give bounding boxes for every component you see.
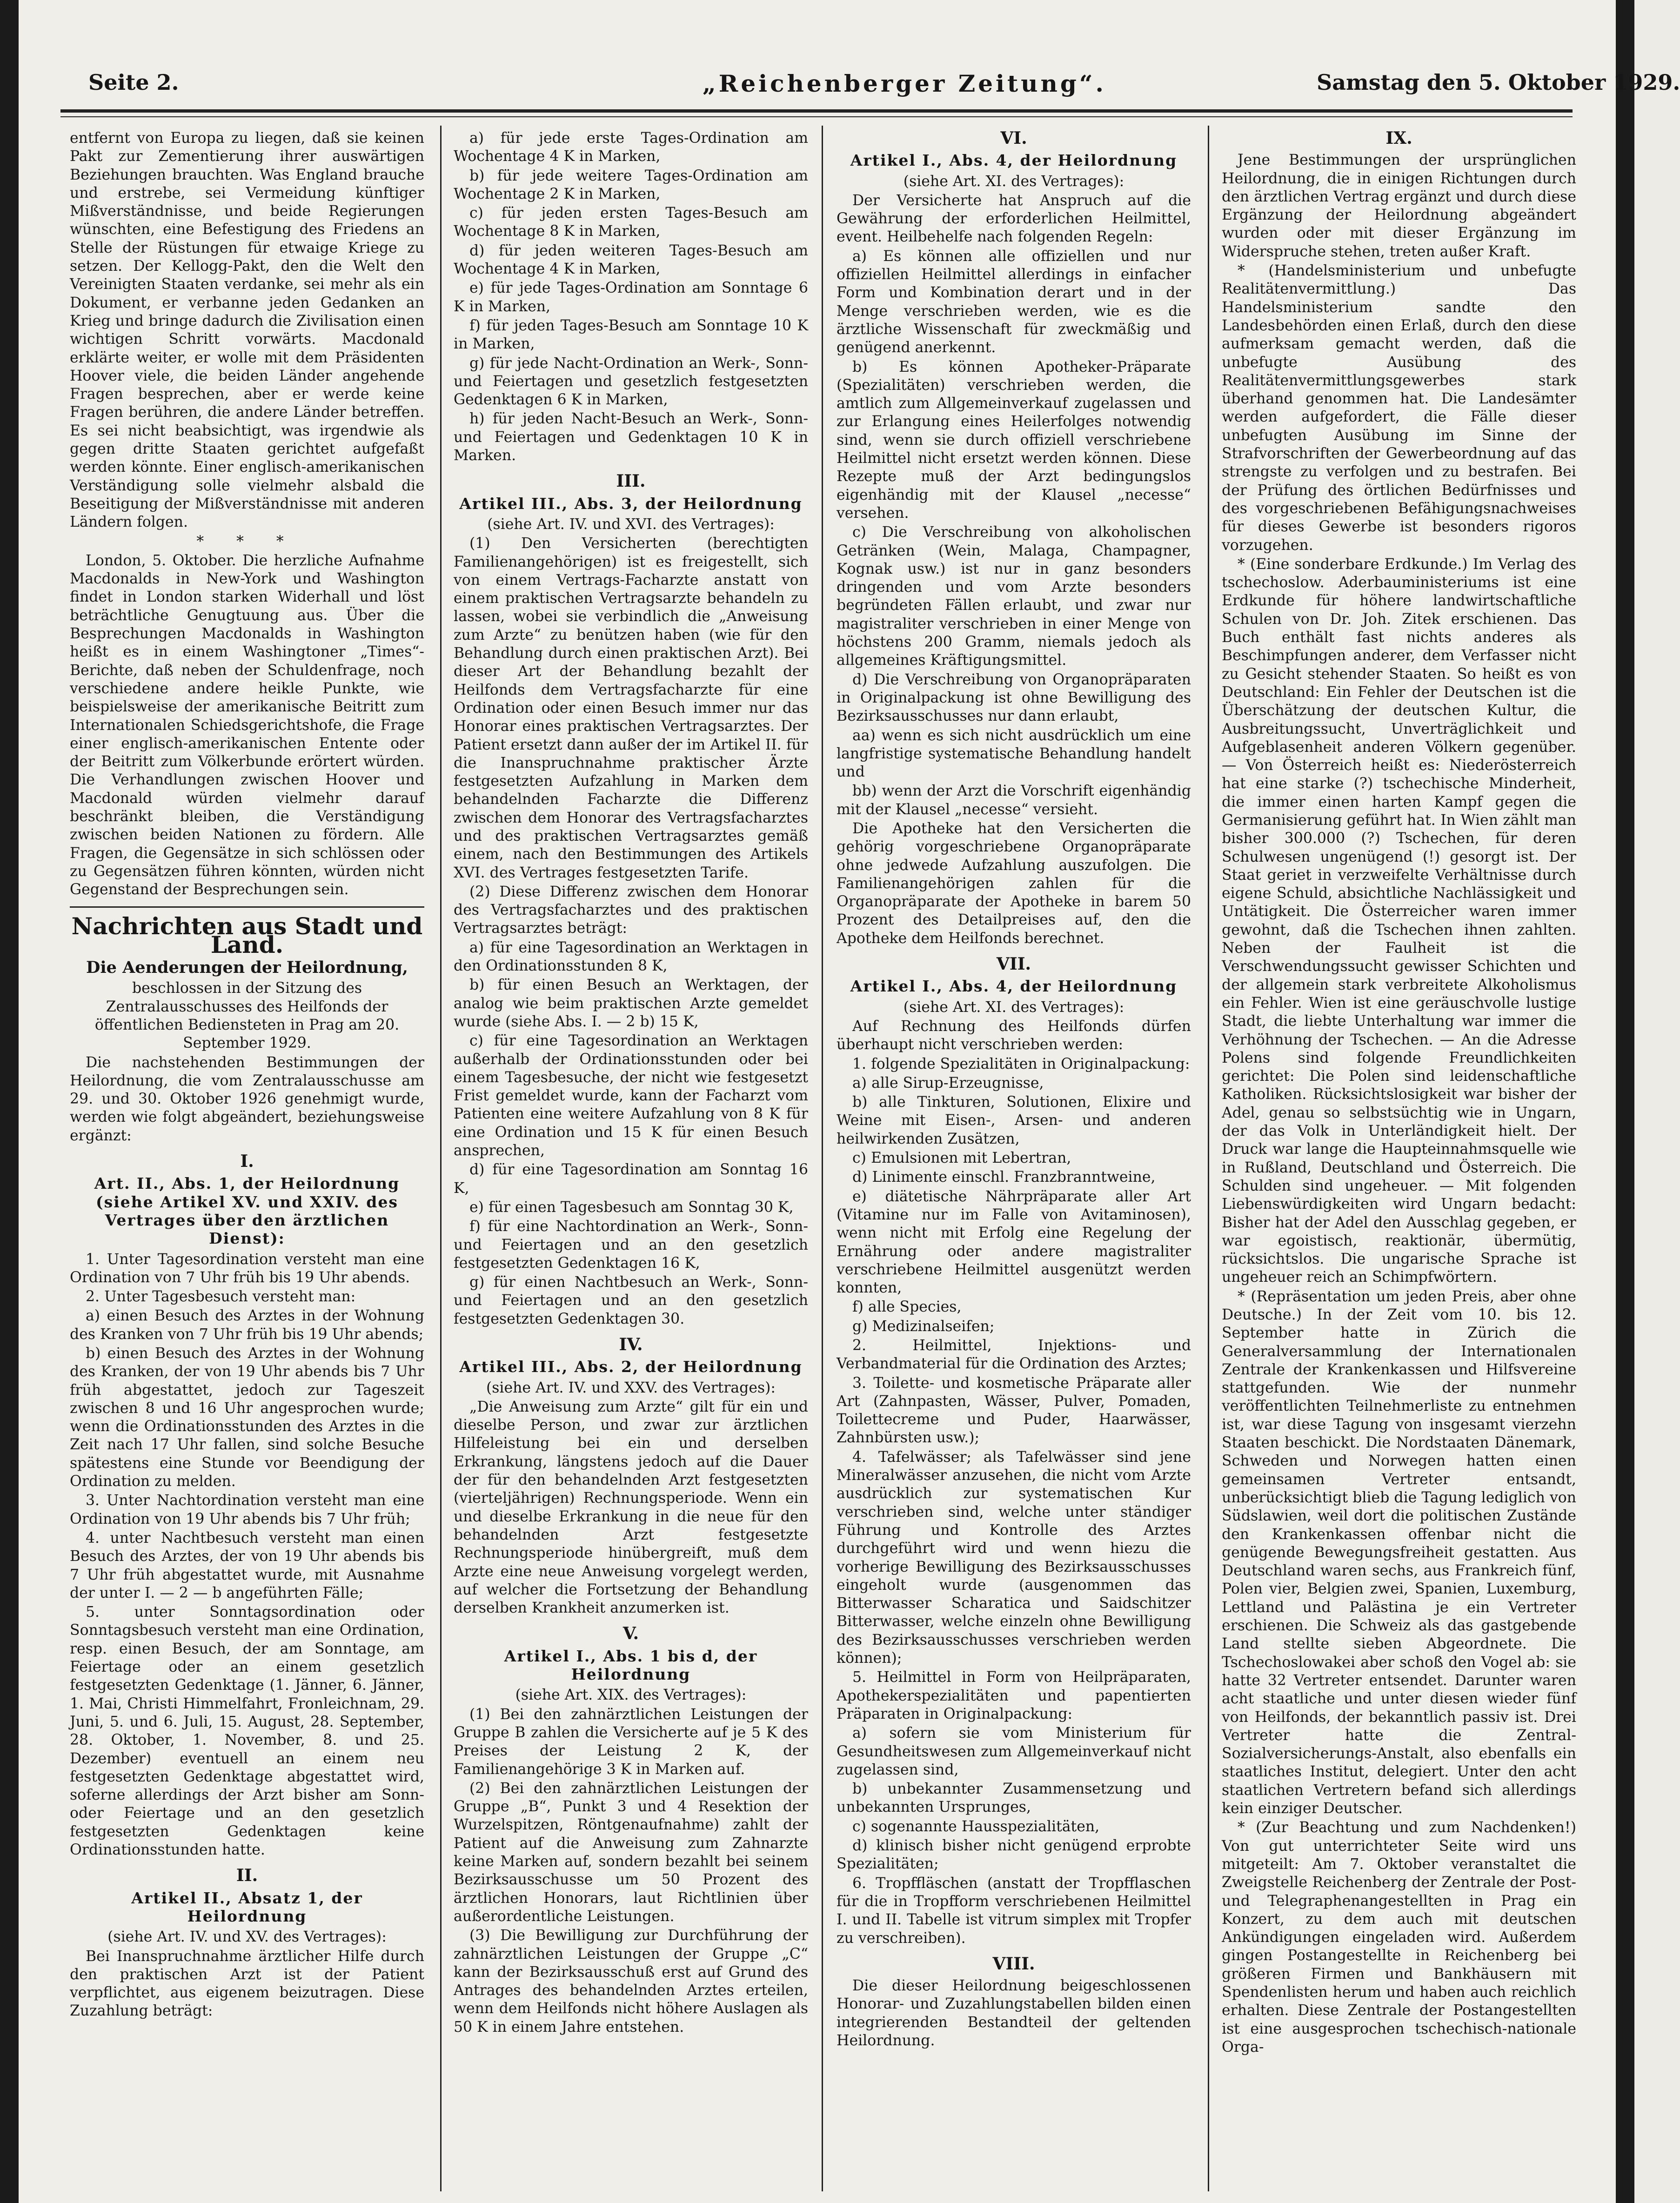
section-number: VI. bbox=[1000, 128, 1027, 148]
paragraph: Die Apotheke hat den Versicherten die gehörig vorgeschriebene Organopräparate ohne jedwede Aufzahlung auszufolgen. Die Familienangehörigen zahlen für die Organopräparate der Apotheke in barem 50 Prozent des Detailpreises auf, den die Apotheke dem Heilfonds berechnet. bbox=[837, 820, 1191, 947]
column-3 bbox=[837, 129, 1191, 2190]
paragraph: a) einen Besuch des Arztes in der Wohnung des Kranken von 7 Uhr früh bis 19 Uhr abends; bbox=[70, 1307, 424, 1343]
paragraph: c) für eine Tagesordination an Werktagen außerhalb der Ordinationsstunden oder bei einem Tagesbesuche, der nicht wie festgesetzt Frist gemeldet wurde, kann der Facharzt vom Patienten eine weitere Aufzahlung von 8 K für eine Ordination und 15 K für einen Besuch ansprechen, bbox=[454, 1032, 808, 1159]
page-header bbox=[70, 70, 1680, 107]
page-number: Seite 2. bbox=[88, 70, 179, 95]
paragraph: e) für jede Tages-Ordination am Sonntage 6 K in Marken, bbox=[454, 280, 808, 315]
scan-edge-right bbox=[1616, 0, 1634, 2203]
paragraph: (siehe Art. IV. und XXV. des Vertrages): bbox=[486, 1379, 776, 1396]
news-item: * (Eine sonderbare Erdkunde.) Im Verlag des tschechoslow. Aderbauministeriums ist eine Erdkunde für höhere landwirtschaftliche Schulen von Dr. Joh. Zitek erschienen. Das Buch enthält fast nichts anderes als Beschimpfungen anderer, dem Verfasser nicht zu Gesicht stehender Staaten. So heißt es von Deutschland: Ein Fehler der Deutschen ist die Überschätzung der deutschen Kultur, die Ausbreitungssucht, Unverträglichkeit und Aufgeblasenheit anderen Völkern gegenüber. — Von Österreich heißt es: Niederösterreich hat eine starke (?) tschechische Minderheit, die immer einen harten Kampf gegen die Germanisierung geführt hat. In Wien zählt man bisher 300.000 (?) Tschechen, für deren Schulwesen ungenügend (!) gesorgt ist. Der Staat geriet in verzweifelte Verhältnisse durch eigene Schuld, absichtliche Nachlässigkeit und Untätigkeit. Die Österreicher waren immer gewohnt, daß die Tschechen ihnen zahlten. Neben der Faulheit ist die Verschwendungssucht gewisser Schichten und der allgemein stark verbreitete Alkoholismus ein Fehler. Wien ist eine geräuschvolle lustige Stadt, die liebte Unterhaltung war immer die Verhöhnung der Tschechen. — An die Adresse Polens sind folgende Freundlichkeiten gerichtet: Die Polen sind leidenschaftliche Katholiken. Rücksichtslosigkeit war bisher der Adel, genau so selbstsüchtig wie in Ungarn, der das Volk in Unterländigkeit hielt. Der Druck war lange die Haupteinnahmsquelle wie in Rußland, Deutschland und Österreich. Die Schulden sind ungeheuer. — Mit folgenden Liebenswürdigkeiten wird Ungarn bedacht: Bisher hat der Adel den Ausschlag gegeben, er war egoistisch, reaktionär, übermütig, rücksichtslos. Die ungarische Sprache ist ungeheuer reich an Schimpfwörtern. bbox=[1222, 556, 1576, 1286]
paragraph: a) alle Sirup-Erzeugnisse, bbox=[852, 1074, 1044, 1091]
paragraph: a) für eine Tagesordination an Werktagen in den Ordinationsstunden 8 K, bbox=[454, 939, 808, 975]
paragraph: London, 5. Oktober. Die herzliche Aufnahme Macdonalds in New-York und Washington findet in London starken Widerhall und löst beträchtliche Genugtuung aus. Über die Besprechungen Macdonalds in Washington heißt es in einem Washingtoner „Times“-Berichte, daß neben der Schuldenfrage, noch verschiedene andere heikle Punkte, wie beispielsweise der amerikanische Beitritt zum Internationalen Schiedsgerichtshofe, die Frage einer englisch-amerikanischen Entente oder der Beitritt zum Völkerbunde erörtert würden. Die Verhandlungen zwischen Hoover und Macdonald würden vielmehr darauf beschränkt bleiben, die Verständigung zwischen beiden Nationen zu fördern. Alle Fragen, die Gegensätze in sich schlössen oder zu Gegensätzen führen könnten, würden nicht Gegenstand der Besprechungen sein. bbox=[70, 552, 424, 898]
paragraph: g) Medizinalseifen; bbox=[852, 1318, 995, 1335]
paragraph: g) für jede Nacht-Ordination an Werk-, Sonn- und Feiertagen und gesetzlich festgesetzten Gedenktagen 6 K in Marken, bbox=[454, 355, 808, 408]
section-rule bbox=[70, 906, 424, 908]
paragraph: a) für jede erste Tages-Ordination am Wochentage 4 K in Marken, bbox=[454, 130, 808, 165]
paragraph: b) Es können Apotheker-Präparate (Spezialitäten) verschrieben werden, die amtlich zum Allgemeinverkauf zugelassen und zur Erlangung eines Heilerfolges notwendig sind, wenn sie durch offiziell verschriebene Heilmittel nicht ersetzt werden können. Diese Rezepte muß der Arzt bedingungslos eigenhändig mit der Klausel „necesse“ versehen. bbox=[837, 358, 1191, 522]
paragraph: e) diätetische Nährpräparate aller Art (Vitamine nur im Falle von Avitaminosen), wenn nicht mit Erfolg eine Regelung der Ernährung oder andere magistraliter verschriebene Heilmittel ausgenützt werden konnten, bbox=[837, 1188, 1191, 1297]
paragraph: (2) Diese Differenz zwischen dem Honorar des Vertragsfacharztes und des praktischen Vertragsarztes beträgt: bbox=[454, 883, 808, 937]
paragraph: a) sofern sie vom Ministerium für Gesundheitswesen zum Allgemeinverkauf nicht zugelassen sind, bbox=[837, 1725, 1191, 1778]
section-number: I. bbox=[240, 1152, 254, 1172]
paragraph: Bei Inanspruchnahme ärztlicher Hilfe durch den praktischen Arzt ist der Patient verpflichtet, aus eigenem beizutragen. Diese Zuzahlung beträgt: bbox=[70, 1948, 424, 2020]
paragraph: b) unbekannter Zusammensetzung und unbekannten Ursprunges, bbox=[837, 1781, 1191, 1816]
column-divider bbox=[1208, 126, 1209, 2191]
paragraph: (siehe Art. XI. des Vertrages): bbox=[903, 998, 1124, 1016]
paragraph: b) für einen Besuch an Werktagen, der analog wie beim praktischen Arzte gemeldet wurde (siehe Abs. I. — 2 b) 15 K, bbox=[454, 977, 808, 1030]
article-reference: Artikel III., Abs. 3, der Heilordnung bbox=[459, 494, 803, 513]
paragraph: d) Die Verschreibung von Organopräparaten in Originalpackung ist ohne Bewilligung des Bezirksausschusses nur dann erlaubt, bbox=[837, 671, 1191, 725]
paragraph: 3. Toilette- und kosmetische Präparate aller Art (Zahnpasten, Wässer, Pulver, Pomaden, Toilettecreme und Puder, Haarwässer, Zahnbürsten usw.); bbox=[837, 1374, 1191, 1446]
paragraph: aa) wenn es sich nicht ausdrücklich um eine langfristige systematische Behandlung handelt und bbox=[837, 727, 1191, 781]
masthead-title: „Reichenberger Zeitung“. bbox=[703, 70, 1106, 97]
paragraph: 5. Heilmittel in Form von Heilpräparaten, Apothekerspezialitäten und papentierten Präparaten in Originalpackung: bbox=[837, 1669, 1191, 1722]
paragraph: 5. unter Sonntagsordination oder Sonntagsbesuch versteht man eine Ordination, resp. einen Besuch, der am Sonntage, am Feiertage oder an einem gesetzlich festgesetzten Gedenktage (1. Jänner, 6. Jänner, 1. Mai, Christi Himmelfahrt, Fronleichnam, 29. Juni, 5. und 6. Juli, 15. August, 28. September, 28. Oktober, 1. November, 8. und 25. Dezember) eventuell an einem neu festgesetzten Gedenktage abgestattet wird, soferne allerdings der Arzt bisher am Sonn- oder Feiertage und an den gesetzlich festgesetzten Gedenktagen keine Ordinationsstunden hatte. bbox=[70, 1604, 424, 1859]
paragraph: c) Die Verschreibung von alkoholischen Getränken (Wein, Malaga, Champagner, Kognak usw.) ist nur in ganz besonders dringenden und vom Arzte besonders begründeten Fällen erlaubt, und zwar nur magistraliter verschrieben in einer Menge von höchstens 200 Gramm, niemals jedoch als allgemeines Kräftigungsmittel. bbox=[837, 524, 1191, 669]
column-2 bbox=[454, 129, 808, 2190]
paragraph: (siehe Art. XIX. des Vertrages): bbox=[515, 1687, 747, 1704]
paragraph: 4. Tafelwässer; als Tafelwässer sind jene Mineralwässer anzusehen, die nicht vom Arzte ausdrücklich zur systematischen Kur verschrieben sind, welche unter ständiger Führung und Kontrolle des Arztes durchgeführt wird und wenn hiezu die vorherige Bewilligung des Bezirksausschusses eingeholt wurde (ausgenommen das Bitterwasser Scharatica und Saidschitzer Bitterwasser, welche einzeln ohne Bewilligung des Bezirksausschusses verschrieben werden können); bbox=[837, 1448, 1191, 1667]
section-stars: * * * bbox=[196, 533, 298, 550]
article-subtitle: beschlossen in der Sitzung des Zentralausschusses des Heilfonds der öffentlichen Bediensteten in Prag am 20. September 1929. bbox=[94, 980, 400, 1052]
news-item: * (Zur Beachtung und zum Nachdenken!) Von gut unterrichteter Seite wird uns mitgeteilt: Am 7. Oktober veranstaltet die Zweigstelle Reichenberg der Zentrale der Post- und Telegraphenangestellten in Prag ein Konzert, zu dem auch mit deutschen Ankündigungen eingeladen wird. Außerdem gingen Postangestellte in Reichenberg bei größeren Firmen und Bankhäusern mit Spendenlisten herum und haben auch reichlich erhalten. Diese Zentrale der Postangestellten ist eine ausgesprochen tschechisch-nationale Orga- bbox=[1222, 1819, 1576, 2056]
column-divider bbox=[822, 126, 823, 2191]
paragraph: 3. Unter Nachtordination versteht man eine Ordination von 19 Uhr abends bis 7 Uhr früh; bbox=[70, 1492, 424, 1527]
article-reference: Artikel III., Abs. 2, der Heilordnung bbox=[459, 1358, 803, 1376]
paragraph: Jene Bestimmungen der ursprünglichen Heilordnung, die in einigen Richtungen durch den ärztlichen Vertrag ergänzt und durch diese Ergänzung der Heilordnung abgeändert wurden oder mit dieser Ergänzung im Widerspruche stehen, treten außer Kraft. bbox=[1222, 152, 1576, 260]
paragraph: d) klinisch bisher nicht genügend erprobte Spezialitäten; bbox=[837, 1837, 1191, 1873]
paragraph: 2. Unter Tagesbesuch versteht man: bbox=[86, 1288, 356, 1306]
paragraph: c) Emulsionen mit Lebertran, bbox=[852, 1150, 1071, 1167]
paragraph: (1) Bei den zahnärztlichen Leistungen der Gruppe B zahlen die Versicherte auf je 5 K des Preises der Leistung 2 K, der Familienangehörige 3 K in Marken auf. bbox=[454, 1706, 808, 1778]
paragraph: (1) Den Versicherten (berechtigten Familienangehörigen) ist es freigestellt, sich von einem Vertrags-Facharzte anstatt von einem praktischen Vertragsarzte behandeln zu lassen, wobei sie verbindlich die „Anweisung zum Arzte“ zu benützen haben (wie für den Behandlung durch einen praktischen Arzt). Bei dieser Art der Behandlung bezahlt der Heilfonds dem Vertragsfacharzte für eine Ordination oder einen Besuch immer nur das Honorar eines praktischen Vertragsarztes. Der Patient ersetzt dann außer der im Artikel II. für die Inanspruchnahme praktischer Ärzte festgesetzten Aufzahlung in Marken dem behandelnden Facharzte die Differenz zwischen dem Honorar des Vertragsfacharztes und des praktischen Vertragsarztes gemäß einem, nach den Bestimmungen des Artikels XVI. des Vertrages festgesetzten Tarife. bbox=[454, 535, 808, 881]
paragraph: Die nachstehenden Bestimmungen der Heilordnung, die vom Zentralausschusse am 29. und 30. Oktober 1926 genehmigt wurde, werden wie folgt abgeändert, beziehungsweise ergänzt: bbox=[70, 1054, 424, 1144]
paragraph: 1. Unter Tagesordination versteht man eine Ordination von 7 Uhr früh bis 19 Uhr abends. bbox=[70, 1251, 424, 1286]
paragraph: f) alle Species, bbox=[852, 1299, 962, 1316]
section-number: II. bbox=[236, 1866, 258, 1886]
column-divider bbox=[440, 126, 442, 2191]
header-rule bbox=[60, 109, 1573, 113]
paragraph: (3) Die Bewilligung zur Durchführung der zahnärztlichen Leistungen der Gruppe „C“ kann der Bezirksausschuß erst auf Grund des Antrages des behandelnden Arztes erteilen, wenn dem Heilfonds nicht höhere Auslagen als 50 K in einem Jahre entstehen. bbox=[454, 1927, 808, 2036]
news-item: * (Repräsentation um jeden Preis, aber ohne Deutsche.) In der Zeit vom 10. bis 12. September hatte in Zürich die Generalversammlung der Internationalen Zentrale der Krankenkassen und Hilfsvereine stattgefunden. Wie der nunmehr veröffentlichten Teilnehmerliste zu entnehmen ist, war diese Tagung von insgesamt vierzehn Staaten beschickt. Die Nordstaaten Dänemark, Schweden und Norwegen hatten einen gemeinsamen Vertreter entsandt, unberücksichtigt blieb die Tagung lediglich von Südslawien, weil dort die politischen Zustände den Krankenkassen offenbar nicht die genügende Bewegungsfreiheit gestatten. Aus Deutschland waren sechs, aus Frankreich fünf, Polen vier, Belgien zwei, Spanien, Luxemburg, Lettland und Palästina je ein Vertreter erschienen. Die Schweiz als das gastgebende Land stellte sieben Abgeordnete. Die Tschechoslowakei aber schoß den Vogel ab: sie hatte 32 Vertreter entsendet. Darunter waren acht staatliche und unter diesen wieder fünf von Heilfonds, der bekanntlich passiv ist. Drei Vertreter hatte die Zentral-Sozialversicherungs-Anstalt, also ebenfalls ein staatliches Institut, delegiert. Unter den acht staatlichen Vertretern befand sich allerdings kein einziger Deutscher. bbox=[1222, 1288, 1576, 1817]
section-number: VII. bbox=[996, 954, 1031, 974]
paragraph: entfernt von Europa zu liegen, daß sie keinen Pakt zur Zementierung ihrer auswärtigen Beziehungen brauchten. Was England brauche und erstrebe, sei Vermeidung künftiger Mißverständnisse, und beide Regierungen wünschten, eine Befestigung des Friedens an Stelle der Rüstungen für etwaige Kriege zu setzen. Der Kellogg-Pakt, den die Welt den Vereinigten Staaten verdanke, sei mehr als ein Dokument, er verbanne jeden Gedanken an Krieg und bringe dadurch die Zivilisation einen wichtigen Schritt vorwärts. Macdonald erklärte weiter, er wolle mit dem Präsidenten Hoover viele, die beiden Länder angehende Fragen besprechen, aber er werde keine Fragen berühren, die andere Länder betreffen. Es sei nicht beabsichtigt, was irgendwie als gegen dritte Staaten gerichtet aufgefaßt werden könnte. Einer englisch-amerikanischen Verständigung solle vielmehr alsbald die Beseitigung der Mißverständnisse mit anderen Ländern folgen. bbox=[70, 130, 424, 531]
paragraph: (siehe Art. XI. des Vertrages): bbox=[903, 173, 1124, 190]
paragraph: b) für jede weitere Tages-Ordination am Wochentage 2 K in Marken, bbox=[454, 167, 808, 202]
article-reference: Art. II., Abs. 1, der Heilordnung (siehe Artikel XV. und XXIV. des Vertrages über den ärztlichen Dienst): bbox=[94, 1174, 400, 1248]
column-4 bbox=[1222, 129, 1576, 2190]
section-number: IX. bbox=[1385, 128, 1412, 148]
paragraph: (2) Bei den zahnärztlichen Leistungen der Gruppe „B“, Punkt 3 und 4 Resektion der Wurzelspitzen, Röntgenaufnahme) zahlt der Patient auf die Anweisung zum Zahnarzte keine Marken auf, sondern bezahlt bei seinem Bezirksausschusse um 50 Prozent des ärztlichen Honorars, laut Richtlinien über außerordentliche Leistungen. bbox=[454, 1780, 808, 1925]
article-reference: Artikel II., Absatz 1, der Heilordnung bbox=[131, 1888, 363, 1925]
article-title: Die Aenderungen der Heilordnung, bbox=[86, 958, 408, 978]
paragraph: d) für jeden weiteren Tages-Besuch am Wochentage 4 K in Marken, bbox=[454, 242, 808, 278]
paragraph: 1. folgende Spezialitäten in Originalpackung: bbox=[852, 1055, 1190, 1072]
paragraph: f) für jeden Tages-Besuch am Sonntage 10 K in Marken, bbox=[454, 317, 808, 353]
article-reference: Artikel I., Abs. 4, der Heilordnung bbox=[850, 151, 1178, 170]
paragraph: a) Es können alle offiziellen und nur offiziellen Heilmittel allerdings in einfacher Form und Kombination derart und in der Menge verschrieben werden, wie es die ärztliche Wissenschaft für zweckmäßig und genügend anerkennt. bbox=[837, 248, 1191, 356]
paragraph: Der Versicherte hat Anspruch auf die Gewährung der erforderlichen Heilmittel, event. Heilbehelfe nach folgenden Regeln: bbox=[837, 192, 1191, 246]
paragraph: Die dieser Heilordnung beigeschlossenen Honorar- und Zuzahlungstabellen bilden einen integrierenden Bestandteil der geltenden Heilordnung. bbox=[837, 1977, 1191, 2049]
news-item: * (Handelsministerium und unbefugte Realitätenvermittlung.) Das Handelsministerium sandte den Landesbehörden einen Erlaß, durch den diese aufmerksam gemacht werden, daß die unbefugte Ausübung des Realitätenvermittlungsgewerbes stark überhand genommen hat. Die Landesämter werden aufgefordert, die Fälle dieser unbefugten Ausübung im Sinne der Strafvorschriften der Gewerbeordnung auf das strengste zu verfolgen und zu bestrafen. Bei der Prüfung des örtlichen Bedürfnisses und des vorgeschriebenen Befähigungsnachweises für dieses Gewerbe ist besonders rigoros vorzugehen. bbox=[1222, 262, 1576, 554]
section-number: III. bbox=[616, 471, 646, 491]
article-reference: Artikel I., Abs. 1 bis d, der Heilordnung bbox=[504, 1647, 758, 1684]
paragraph: „Die Anweisung zum Arzte“ gilt für ein und dieselbe Person, und zwar zur ärztlichen Hilfeleistung bei ein und derselben Erkrankung, längstens jedoch auf die Dauer der für den behandelnden Arzt festgesetzten (vierteljährigen) Rechnungsperiode. Wenn ein und dieselbe Erkrankung in die neue für den behandelnden Arzt festgesetzte Rechnungsperiode hinübergreift, muß dem Arzte eine neue Anweisung vorgelegt werden, auf welcher die Fortsetzung der Behandlung derselben Krankheit anzumerken ist. bbox=[454, 1398, 808, 1617]
paragraph: 2. Heilmittel, Injektions- und Verbandmaterial für die Ordination des Arztes; bbox=[837, 1337, 1191, 1373]
paragraph: 6. Tropffläschen (anstatt der Tropfflaschen für die in Tropfform verschriebenen Heilmittel I. und II. Tabelle ist vitrum simplex mit Tropfer zu verschreiben). bbox=[837, 1875, 1191, 1947]
paragraph: d) für eine Tagesordination am Sonntag 16 K, bbox=[454, 1161, 808, 1197]
paragraph: Auf Rechnung des Heilfonds dürfen überhaupt nicht verschrieben werden: bbox=[837, 1018, 1191, 1053]
paragraph: f) für eine Nachtordination an Werk-, Sonn- und Feiertagen und an den gesetzlich festgesetzten Gedenktagen 16 K, bbox=[454, 1218, 808, 1272]
paragraph: 4. unter Nachtbesuch versteht man einen Besuch des Arztes, der von 19 Uhr abends bis 7 Uhr früh abgestattet wurde, mit Ausnahme der unter I. — 2 — b angeführten Fälle; bbox=[70, 1529, 424, 1601]
section-number: V. bbox=[622, 1624, 639, 1644]
scan-edge-left bbox=[0, 0, 19, 2203]
section-number: VIII. bbox=[992, 1954, 1035, 1974]
header-rule-thin bbox=[60, 116, 1573, 117]
article-reference: Artikel I., Abs. 4, der Heilordnung bbox=[850, 977, 1178, 996]
issue-date: Samstag den 5. Oktober 1929. bbox=[1317, 70, 1680, 95]
paragraph: c) sogenannte Hausspezialitäten, bbox=[852, 1818, 1100, 1835]
paragraph: b) alle Tinkturen, Solutionen, Elixire und Weine mit Eisen-, Arsen- und anderen heilwirkenden Zusätzen, bbox=[837, 1094, 1191, 1147]
section-number: IV. bbox=[619, 1335, 643, 1354]
paragraph: e) für einen Tagesbesuch am Sonntag 30 K, bbox=[469, 1199, 794, 1216]
paragraph: (siehe Art. IV. und XVI. des Vertrages): bbox=[487, 516, 775, 533]
paragraph: c) für jeden ersten Tages-Besuch am Wochentage 8 K in Marken, bbox=[454, 205, 808, 240]
paragraph: g) für einen Nachtbesuch an Werk-, Sonn- und Feiertagen und an den gesetzlich festgesetzten Gedenktagen 30. bbox=[454, 1274, 808, 1327]
paragraph: bb) wenn der Arzt die Vorschrift eigenhändig mit der Klausel „necesse“ versieht. bbox=[837, 783, 1191, 818]
section-heading: Nachrichten aus Stadt und Land. bbox=[71, 912, 423, 958]
paragraph: d) Linimente einschl. Franzbranntweine, bbox=[852, 1169, 1156, 1186]
paragraph: h) für jeden Nacht-Besuch an Werk-, Sonn- und Feiertagen und Gedenktagen 10 K in Marken. bbox=[454, 410, 808, 464]
column-1 bbox=[70, 129, 424, 2190]
paragraph: b) einen Besuch des Arztes in der Wohnung des Kranken, der von 19 Uhr abends bis 7 Uhr früh abgestattet, jedoch zur Tageszeit zwischen 8 und 16 Uhr angesprochen wurde; wenn die Ordinationsstunden des Arztes in die Zeit nach 17 Uhr fallen, sind solche Besuche spätestens eine Stunde vor Beendigung der Ordination zu melden. bbox=[70, 1345, 424, 1490]
paragraph: (siehe Art. IV. und XV. des Vertrages): bbox=[107, 1928, 387, 1946]
